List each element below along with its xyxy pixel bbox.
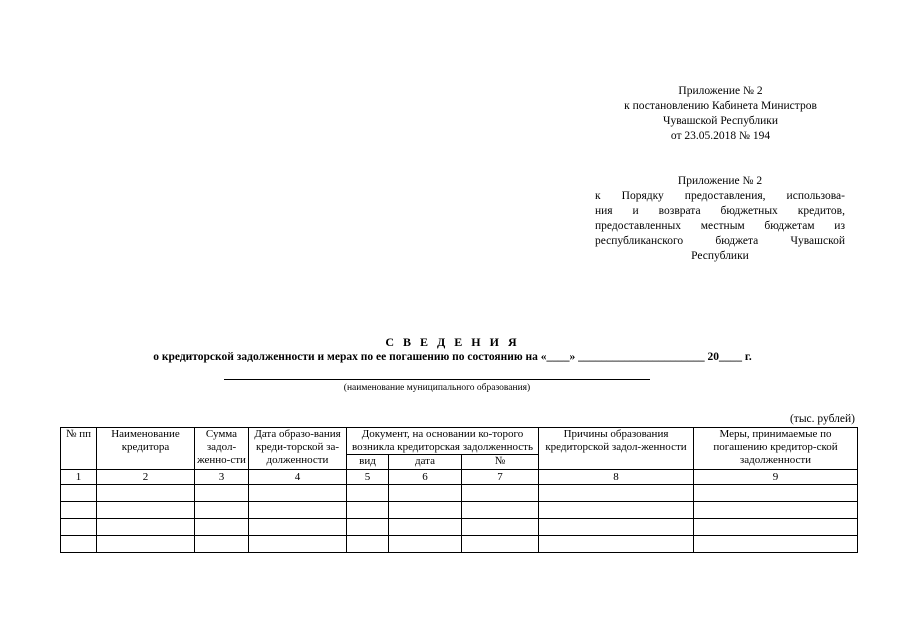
column-number: 9: [694, 470, 858, 485]
column-number: 4: [249, 470, 347, 485]
header-doc-type: вид: [347, 455, 389, 470]
document-title: С В Е Д Е Н И Я: [385, 335, 520, 349]
debt-table: [60, 427, 858, 553]
units-label: (тыс. рублей): [789, 413, 855, 425]
table-row: [61, 536, 858, 553]
appendix-line: к постановлению Кабинета Министров: [624, 100, 817, 112]
header-creditor: Наименование кредитора: [97, 428, 195, 470]
header-doc-date: дата: [389, 455, 462, 470]
appendix-line: к Порядку предоставления, использова-: [595, 190, 845, 202]
table-row: [61, 519, 858, 536]
column-number: 3: [195, 470, 249, 485]
appendix-line: Чувашской Республики: [662, 115, 779, 127]
header-date-formed: Дата образо-вания креди-торской за-долженности: [249, 428, 347, 470]
appendix-line: Республики: [691, 250, 749, 262]
column-number: 7: [462, 470, 539, 485]
header-document: Документ, на основании ко-торого возникла кредиторская задолженность: [347, 428, 539, 455]
document-subtitle: о кредиторской задолженности и мерах по ее погашению по состоянию на «____» ______________________ 20____ г.: [153, 351, 752, 363]
municipality-field-line: [224, 379, 650, 380]
header-doc-number: №: [462, 455, 539, 470]
table-row: [61, 485, 858, 502]
column-number: 2: [97, 470, 195, 485]
column-number: 5: [347, 470, 389, 485]
appendix-procedure: [595, 174, 845, 264]
appendix-resolution: [588, 84, 853, 144]
column-number-row: [61, 470, 858, 485]
appendix-title: Приложение № 2: [677, 175, 763, 187]
appendix-title: Приложение № 2: [678, 85, 763, 97]
appendix-line: республиканского бюджета Чувашской: [595, 235, 845, 247]
column-number: 6: [389, 470, 462, 485]
table-row: [61, 502, 858, 519]
column-number: 8: [539, 470, 694, 485]
header-measures: Меры, принимаемые по погашению кредитор-ской задолженности: [694, 428, 858, 470]
header-number: № пп: [61, 428, 97, 470]
appendix-date: от 23.05.2018 № 194: [670, 130, 771, 142]
header-reasons: Причины образования кредиторской задол-женности: [539, 428, 694, 470]
appendix-line: предоставленных местным бюджетам из: [595, 220, 845, 232]
header-amount: Сумма задол-женно-сти: [195, 428, 249, 470]
appendix-line: ния и возврата бюджетных кредитов,: [595, 205, 845, 217]
municipality-caption: (наименование муниципального образования): [343, 383, 531, 393]
column-number: 1: [61, 470, 97, 485]
